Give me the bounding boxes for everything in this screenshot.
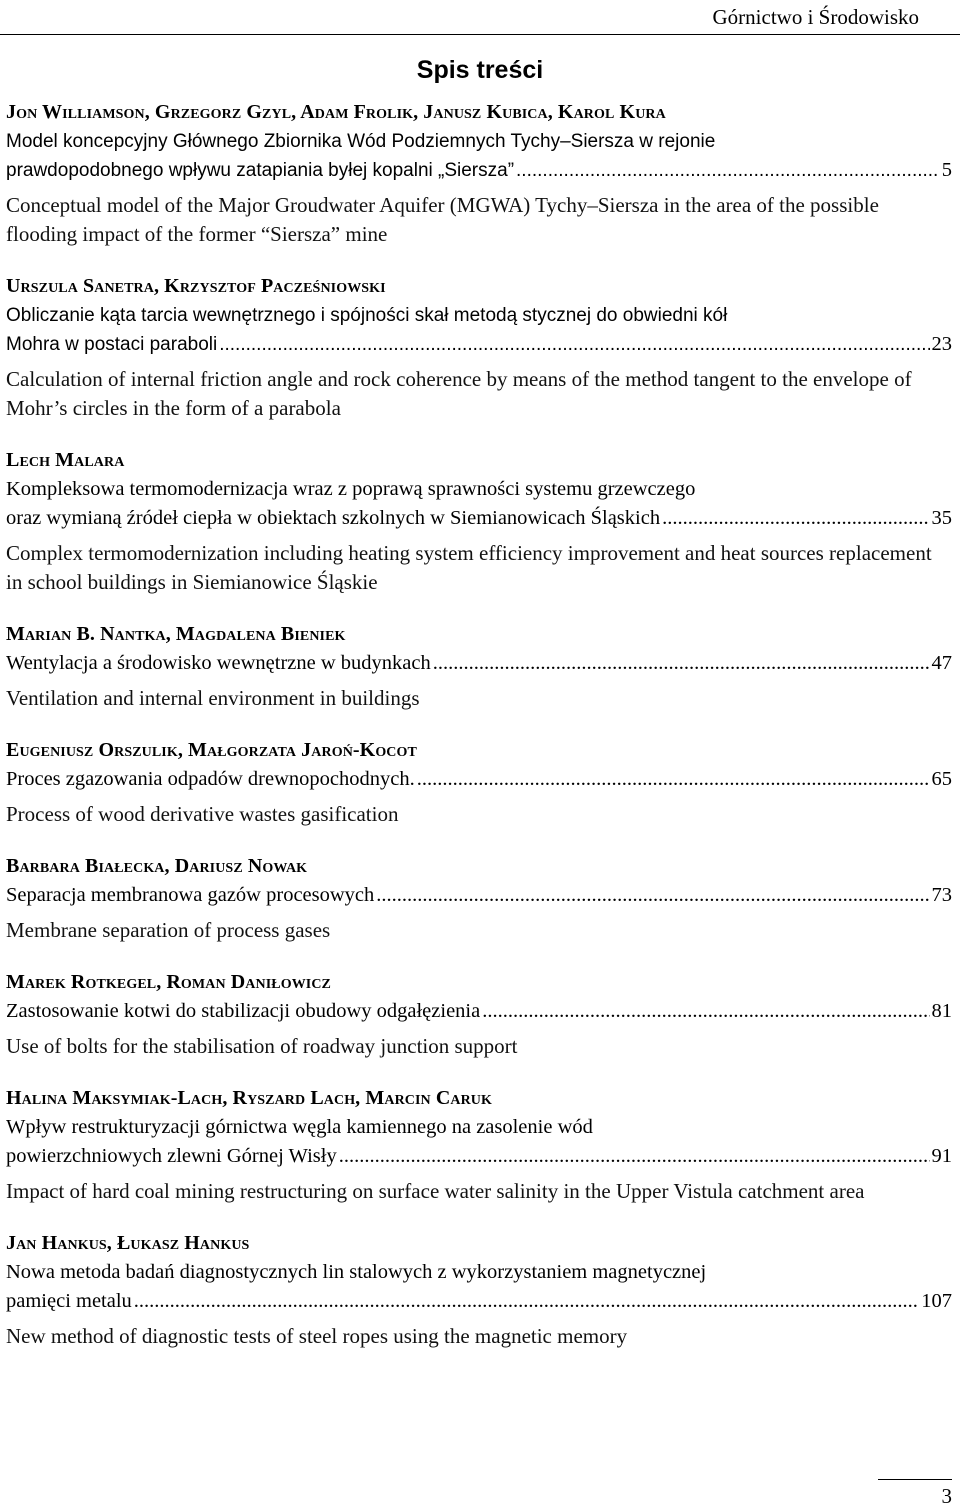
entry-title-with-page [6, 1287, 952, 1316]
entry-polish-title-line: Wpływ restrukturyzacji górnictwa węgla kamiennego na zasolenie wód [6, 1116, 593, 1138]
entry-english-title: Ventilation and internal environment in buildings [6, 686, 420, 710]
entry-polish-title-line: Wentylacja a środowisko wewnętrzne w budynkach [6, 652, 431, 674]
entry-authors: Eugeniusz Orszulik, Małgorzata Jaroń-Kocot [6, 739, 417, 761]
entry-authors: Marek Rotkegel, Roman Daniłowicz [6, 971, 331, 993]
table-of-contents [6, 98, 952, 1374]
entry-english-title: Use of bolts for the stabilisation of roadway junction support [6, 1034, 518, 1058]
entry-page-number: 73 [931, 884, 952, 906]
entry-polish-title-line: pamięci metalu [6, 1290, 132, 1312]
entry-authors: Halina Maksymiak-Lach, Ryszard Lach, Marcin Caruk [6, 1087, 493, 1109]
entry-polish-title-line: Obliczanie kąta tarcia wewnętrznego i spójności skał metodą stycznej do obwiedni kół [6, 305, 728, 326]
entry-page-number: 107 [921, 1290, 952, 1312]
entry-page-number: 91 [931, 1145, 952, 1167]
header-rule [0, 34, 960, 35]
entry-english-title: Calculation of internal friction angle and rock coherence by means of the method tangent to the envelope of Mohr’s circles in the form of a parabola [6, 367, 912, 420]
dot-leader [339, 1142, 930, 1171]
entry-polish-title-line: Zastosowanie kotwi do stabilizacji obudowy odgałęzienia [6, 1000, 481, 1022]
page-number: 3 [941, 1484, 952, 1508]
entry-title-with-page [6, 330, 952, 359]
toc-entry [6, 446, 952, 597]
toc-entry [6, 736, 952, 829]
entry-title-with-page [6, 765, 952, 794]
toc-entry [6, 1229, 952, 1351]
running-head: Górnictwo i Środowisko [712, 5, 919, 29]
entry-polish-title-line: Model koncepcyjny Głównego Zbiornika Wód Podziemnych Tychy–Siersza w rejonie [6, 131, 716, 152]
toc-entry [6, 852, 952, 945]
toc-title: Spis treści [416, 56, 544, 84]
entry-polish-title-line: Kompleksowa termomodernizacja wraz z poprawą sprawności systemu grzewczego [6, 478, 696, 500]
entry-english-title: Conceptual model of the Major Groudwater Aquifer (MGWA) Tychy–Siersza in the area of the possible flooding impact of the former “Siersza” mine [6, 193, 879, 246]
dot-leader [219, 330, 929, 359]
entry-polish-title-line: powierzchniowych zlewni Górnej Wisły [6, 1145, 337, 1167]
entry-title-with-page [6, 156, 952, 185]
entry-polish-title-line: oraz wymianą źródeł ciepła w obiektach szkolnych w Siemianowicach Śląskich [6, 507, 661, 529]
entry-page-number: 65 [931, 768, 952, 790]
footer-rule [878, 1479, 952, 1480]
toc-entry [6, 98, 952, 249]
entry-page-number: 81 [931, 1000, 952, 1022]
toc-entry [6, 272, 952, 423]
entry-polish-title-line: Proces zgazowania odpadów drewnopochodnych. [6, 768, 415, 790]
entry-title-with-page [6, 649, 952, 678]
entry-title-with-page [6, 1142, 952, 1171]
entry-english-title: Complex termomodernization including heating system efficiency improvement and heat sources replacement in school buildings in Siemianowice Śląskie [6, 541, 932, 594]
entry-authors: Jan Hankus, Łukasz Hankus [6, 1232, 250, 1254]
entry-polish-title-line: Separacja membranowa gazów procesowych [6, 884, 375, 906]
dot-leader [433, 649, 930, 678]
entry-english-title: Process of wood derivative wastes gasification [6, 802, 399, 826]
entry-authors: Jon Williamson, Grzegorz Gzyl, Adam Frolik, Janusz Kubica, Karol Kura [6, 101, 666, 123]
entry-page-number: 47 [931, 652, 952, 674]
entry-title-with-page [6, 997, 952, 1026]
dot-leader [376, 881, 929, 910]
dot-leader [516, 156, 940, 185]
entry-authors: Urszula Sanetra, Krzysztof Pacześniowski [6, 275, 386, 297]
entry-polish-title-line: Mohra w postaci paraboli [6, 334, 218, 355]
entry-polish-title-line: prawdopodobnego wpływu zatapiania byłej kopalni „Siersza” [6, 160, 515, 181]
entry-page-number: 5 [941, 159, 952, 181]
entry-page-number: 35 [931, 507, 952, 529]
dot-leader [417, 765, 930, 794]
dot-leader [662, 504, 929, 533]
entry-title-with-page [6, 504, 952, 533]
entry-authors: Barbara Białecka, Dariusz Nowak [6, 855, 308, 877]
entry-page-number: 23 [931, 333, 952, 355]
entry-english-title: Membrane separation of process gases [6, 918, 331, 942]
entry-authors: Marian B. Nantka, Magdalena Bieniek [6, 623, 346, 645]
entry-english-title: Impact of hard coal mining restructuring on surface water salinity in the Upper Vistula catchment area [6, 1179, 865, 1203]
entry-polish-title-line: Nowa metoda badań diagnostycznych lin stalowych z wykorzystaniem magnetycznej [6, 1261, 707, 1283]
entry-authors: Lech Malara [6, 449, 125, 471]
entry-title-with-page [6, 881, 952, 910]
toc-entry [6, 620, 952, 713]
dot-leader [482, 997, 929, 1026]
toc-entry [6, 968, 952, 1061]
entry-english-title: New method of diagnostic tests of steel ropes using the magnetic memory [6, 1324, 628, 1348]
dot-leader [134, 1287, 919, 1316]
toc-entry [6, 1084, 952, 1206]
